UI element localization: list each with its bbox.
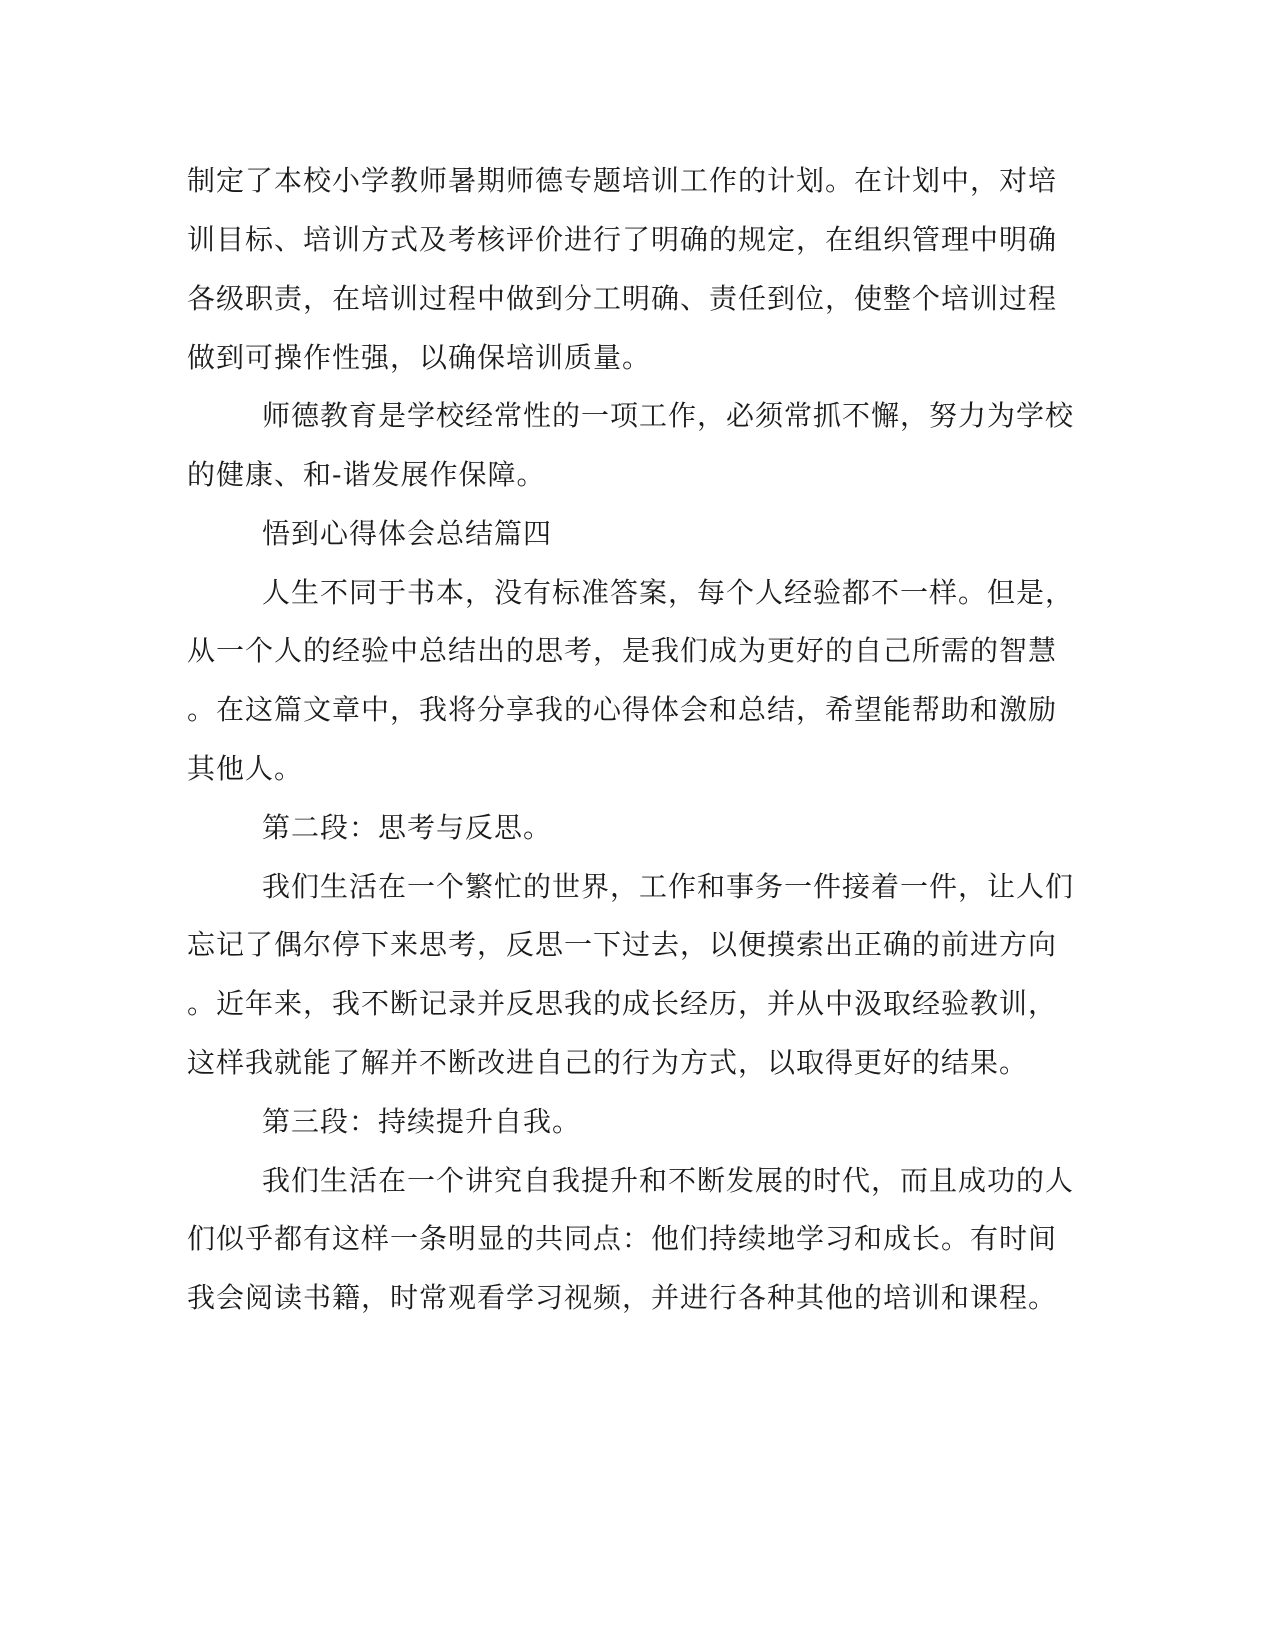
text-line: 做到可操作性强，以确保培训质量。 [187,341,652,374]
text-line: 制定了本校小学教师暑期师德专题培训工作的计划。在计划中，对培 [187,164,1058,197]
text-line: 从一个人的经验中总结出的思考，是我们成为更好的自己所需的智慧 [187,634,1058,667]
text-line: 各级职责，在培训过程中做到分工明确、责任到位，使整个培训过程 [187,282,1058,315]
text-line: 其他人。 [187,752,304,785]
text-line: 的健康、和-谐发展作保障。 [187,458,546,491]
text-line: 这样我就能了解并不断改进自己的行为方式，以取得更好的结果。 [187,1046,1029,1079]
text-line: 我们生活在一个讲究自我提升和不断发展的时代，而且成功的人 [262,1164,1075,1197]
text-line: 们似乎都有这样一条明显的共同点：他们持续地学习和成长。有时间 [187,1222,1058,1255]
text-line: 我们生活在一个繁忙的世界，工作和事务一件接着一件，让人们 [262,870,1075,903]
text-line: 人生不同于书本，没有标准答案，每个人经验都不一样。但是， [262,576,1075,609]
text-line: 。在这篇文章中，我将分享我的心得体会和总结，希望能帮助和激励 [187,693,1058,726]
section-heading: 悟到心得体会总结篇四 [262,517,553,550]
text-line: 师德教育是学校经常性的一项工作，必须常抓不懈，努力为学校 [262,399,1075,432]
text-line: 。近年来，我不断记录并反思我的成长经历，并从中汲取经验教训， [187,987,1058,1020]
section-heading: 第二段：思考与反思。 [262,811,553,844]
text-line: 忘记了偶尔停下来思考，反思一下过去，以便摸索出正确的前进方向 [187,928,1058,961]
section-heading: 第三段：持续提升自我。 [262,1105,582,1138]
text-line: 我会阅读书籍，时常观看学习视频，并进行各种其他的培训和课程。 [187,1281,1058,1314]
text-line: 训目标、培训方式及考核评价进行了明确的规定，在组织管理中明确 [187,223,1058,256]
